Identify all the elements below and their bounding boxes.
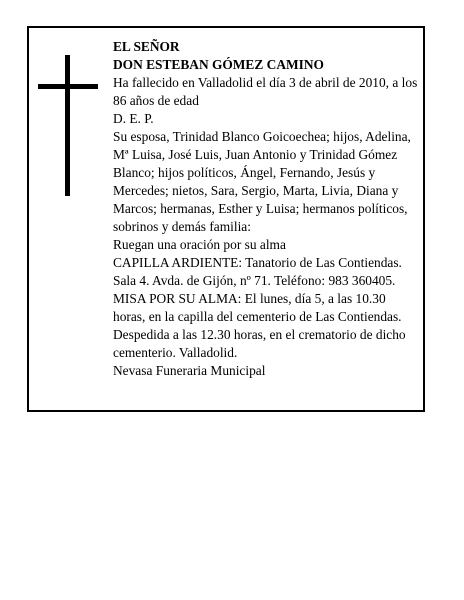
cross-vertical-bar xyxy=(65,55,70,196)
obituary-text xyxy=(113,38,419,380)
deceased-name: DON ESTEBAN GÓMEZ CAMINO xyxy=(113,57,324,72)
mass-info: MISA POR SU ALMA: El lunes, día 5, a las 10.30 horas, en la capilla del cementerio de Las Contiendas. xyxy=(113,291,402,324)
death-info: Ha fallecido en Valladolid el día 3 de abril de 2010, a los 86 años de edad xyxy=(113,75,418,108)
cross-horizontal-bar xyxy=(38,84,98,89)
farewell-info: Despedida a las 12.30 horas, en el crematorio de dicho cementerio. Valladolid. xyxy=(113,327,406,360)
family-list: Su esposa, Trinidad Blanco Goicoechea; hijos, Adelina, Mª Luisa, José Luis, Juan Antonio y Trinidad Gómez Blanco; hijos políticos, Ángel, Fernando, Jesús y Mercedes; nietos, Sara, Sergio, Marta, Livia, Diana y Marcos; hermanas, Esther y Luisa; hermanos políticos, sobrinos y demás familia: xyxy=(113,129,411,234)
funeral-home: Nevasa Funeraria Municipal xyxy=(113,363,266,378)
rip-text: D. E. P. xyxy=(113,111,154,126)
chapel-info: CAPILLA ARDIENTE: Tanatorio de Las Contiendas. Sala 4. Avda. de Gijón, nº 71. Teléfono: 983 360405. xyxy=(113,255,402,288)
notice-title: EL SEÑOR xyxy=(113,39,180,54)
prayer-request: Ruegan una oración por su alma xyxy=(113,237,286,252)
